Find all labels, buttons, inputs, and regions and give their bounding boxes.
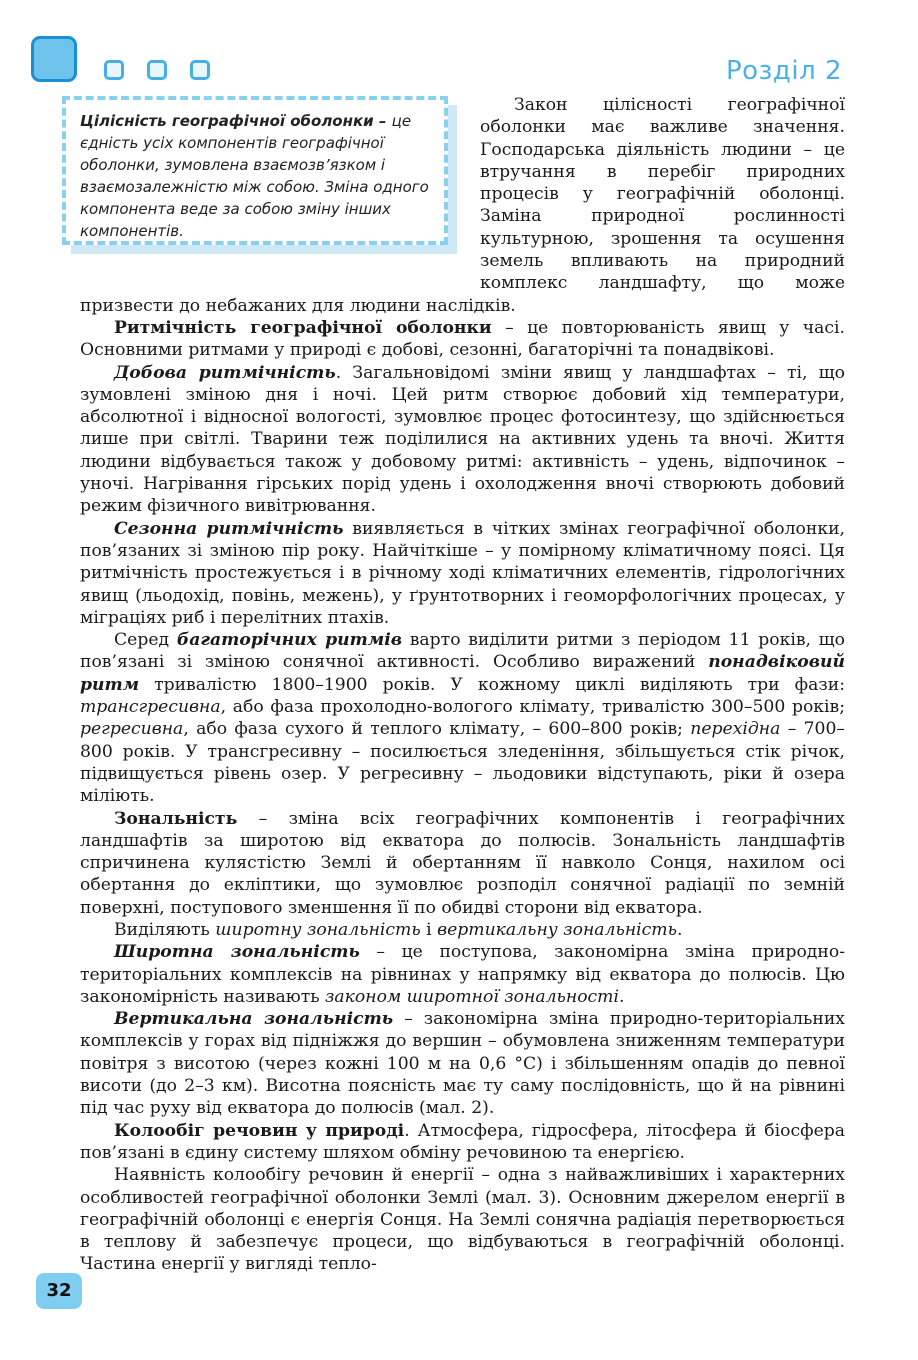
float-spacer <box>80 94 480 274</box>
term-transitional: перехідна <box>690 719 781 740</box>
section-title: Розділ 2 <box>725 56 842 86</box>
main-text <box>80 94 845 1276</box>
corner-decor-square <box>31 36 77 82</box>
decor-square-2 <box>147 60 167 80</box>
text-multiyear-c: тривалістю 1800–1900 років. У кожному циклі виділяють три фази: <box>139 674 845 695</box>
term-transgressive: трансгресивна <box>80 697 221 718</box>
definition-dash: – <box>373 112 392 130</box>
paragraph-cycle <box>80 1120 845 1165</box>
text-types-c: . <box>676 919 683 940</box>
text-energy: Наявність колообігу речовин й енергії – одна з найважливіших і характерних особливостей географічної оболонки Землі (мал. 3). Основним джерелом енергії в географічній оболонці є енергія Сонця. На Землі сонячна радіація перетворюється в теплову й забезпечує процеси, що відбуваються в географічній оболонці. Частина енергії у вигляді тепло- <box>80 1165 845 1275</box>
text-types-b: і <box>420 919 438 940</box>
paragraph-rhythmicity <box>80 317 845 362</box>
decor-square-1 <box>104 60 124 80</box>
term-rhythmicity: Ритмічність географічної оболонки <box>114 317 492 338</box>
term-supersecular: понадвіковий ритм <box>80 652 845 695</box>
paragraph-multiyear <box>80 629 845 807</box>
term-zonality: Зональність <box>114 808 238 829</box>
decor-square-3 <box>190 60 210 80</box>
text-multiyear-b: варто виділити ритми з періодом 11 років, що пов’язані зі зміною сонячної активності. Особливо виражений <box>80 630 846 673</box>
text-multiyear-e: , або фаза сухого й теплого клімату, – 600–800 років; <box>183 719 691 740</box>
term-law-latitudinal: законом широтної зональності <box>325 986 619 1007</box>
term-latitudinal: Широтна зональність <box>114 942 360 963</box>
text-types-a: Виділяють <box>114 919 216 940</box>
term-vertical-ref: вертикальну зональність <box>437 919 677 940</box>
text-multiyear-a: Серед <box>114 630 177 651</box>
definition-term: Цілісність географічної оболонки <box>80 112 374 130</box>
term-latitudinal-ref: широтну зональність <box>215 919 421 940</box>
term-seasonal: Сезонна ритмічність <box>114 518 344 539</box>
text-seasonal: виявляється в чітких змінах географічної оболонки, пов’язаних зі зміною пір року. Найчіткіше – у помірному кліматичному поясі. Ця ритмічність простежується і в річному ході кліматичних елементів, гідрологічних явищ (льодохід, повінь, межень), у ґрунтотворних і геоморфологічних процесах, у міграціях риб і перелітних птахів. <box>80 518 845 628</box>
term-vertical: Вертикальна зональність <box>114 1009 394 1030</box>
text-daily: . Загальновідомі зміни явищ у ландшафтах – ті, що зумовлені зміною дня і ночі. Цей ритм створює добовий хід температури, абсолютної і відносної вологості, зумовлює процес фотосинтезу, що здійснюється лише при світлі. Тварини теж поділилися на активних удень та вночі. Життя людини відбувається також у добовому ритмі: активність – удень, відпочинок – уночі. Нагрівання гірських порід удень і охолодження вночі створюють добовий режим фізичного вивітрювання. <box>80 362 845 517</box>
text-multiyear-d: , або фаза прохолодно-вологого клімату, тривалістю 300–500 років; <box>220 697 845 718</box>
term-cycle: Колообіг речовин у природі <box>114 1120 405 1141</box>
text-latitudinal-end: . <box>618 986 625 1007</box>
definition-text: це єдність усіх компонентів географічної оболонки, зумовлена взаємозв’язком і взаємозалежністю між собою. Зміна одного компонента веде за собою зміну інших компонентів. <box>80 112 429 240</box>
paragraph-daily <box>80 362 845 518</box>
text-zonality: – зміна всіх географічних компонентів і географічних ландшафтів за широтою від екватора до полюсів. Зональність ландшафтів спричинена кулястістю Землі й обертанням її навколо Сонця, нахилом осі обертання до екліптики, що зумовлює розподіл сонячної радіації по земній поверхні, поступового зменшення її по обидві сторони від екватора. <box>80 808 845 918</box>
text-vertical: – закономірна зміна природно-територіальних комплексів у горах від підніжжя до вершин – обумовлена зниженням температури повітря з висотою (через кожні 100 м на 0,6 °С) і збільшенням опадів до певної висоти (до 2–3 км). Висотна поясність має ту саму послідовність, що й на рівнині під час руху від екватора до полюсів (мал. 2). <box>80 1009 845 1119</box>
text-cycle: . Атмосфера, гідросфера, літосфера й біосфера пов’язані в єдину систему шляхом обміну речовиною та енергією. <box>80 1120 845 1163</box>
text-latitudinal: – це поступова, закономірна зміна природно-територіальних комплексів на рівнинах у напрямку від екватора до полюсів. Цю закономірність називають <box>80 942 845 1007</box>
term-daily: Добова ритмічність <box>114 362 336 383</box>
paragraph-seasonal <box>80 518 845 629</box>
paragraph-zonality <box>80 808 845 919</box>
paragraph-zonality-types <box>80 919 845 941</box>
term-regressive: регресивна <box>80 719 184 740</box>
page-number: 32 <box>36 1273 82 1309</box>
paragraph-intro-text: Закон цілісності географічної оболонки має важливе значення. Господарська діяльність людини – це втручання в перебіг природних процесів у географічній оболонці. Заміна природної рослинності культурною, зрошення та осушення земель впливають на природний комплекс ландшафту, що може призвести до небажаних для людини наслідків. <box>80 95 845 316</box>
text-multiyear-f: – 700–800 років. У трансгресивну – посилюється зледеніння, збільшується стік річок, підвищується рівень озер. У регресивну – льодовики відступають, ріки й озера міліють. <box>80 719 846 807</box>
text-rhythmicity: – це повторюваність явищ у часі. Основними ритмами у природі є добові, сезонні, багаторічні та понадвікові. <box>80 317 845 361</box>
term-multiyear: багаторічних ритмів <box>176 630 403 651</box>
paragraph-energy <box>80 1164 845 1275</box>
paragraph-latitudinal <box>80 941 845 1008</box>
paragraph-vertical <box>80 1008 845 1119</box>
